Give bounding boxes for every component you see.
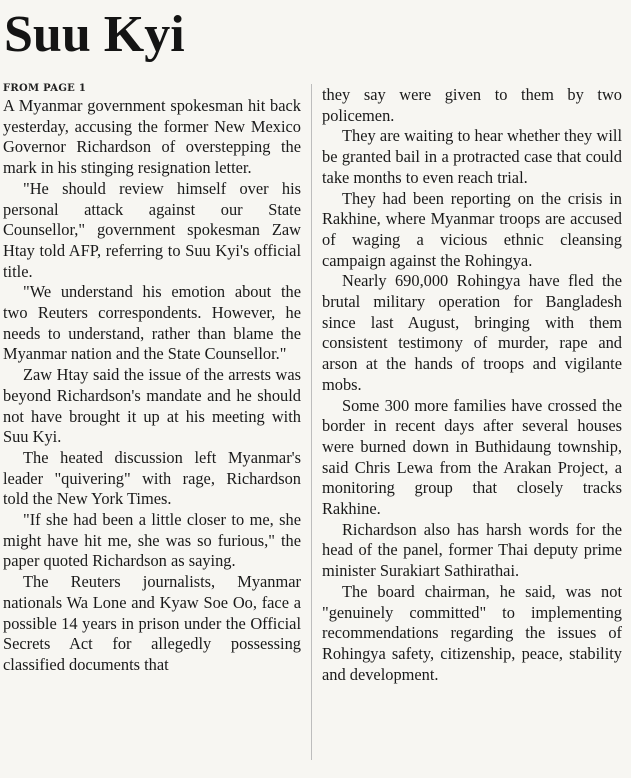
paragraph: Richardson also has harsh words for the head of the panel, former Thai deputy prime minister Surakiart Sathirathai. (322, 519, 622, 581)
paragraph: "We understand his emotion about the two Reuters correspondents. However, he needs to understand, rather than blame the Myanmar nation and the State Counsellor." (3, 282, 301, 364)
paragraph: Some 300 more families have crossed the border in recent days after several houses were burned down in Buthidaung township, said Chris Lewa from the Arakan Project, a monitoring group that closely tracks Rakhine. (322, 395, 622, 519)
paragraph: A Myanmar government spokesman hit back yesterday, accusing the former New Mexico Governor Richardson of overstepping the mark in his stinging resignation letter. (3, 96, 301, 178)
paragraph: The Reuters journalists, Myanmar nationals Wa Lone and Kyaw Soe Oo, face a possible 14 years in prison under the Official Secrets Act for allegedly possessing classified documents that (3, 572, 301, 674)
paragraph: Zaw Htay said the issue of the arrests was beyond Richardson's mandate and he should not have brought it up at his meeting with Suu Kyi. (3, 365, 301, 447)
paragraph: The heated discussion left Myanmar's leader "quivering" with rage, Richardson told the New York Times. (3, 447, 301, 509)
paragraph: they say were given to them by two policemen. (322, 85, 622, 125)
paragraph: The board chairman, he said, was not "genuinely committed" to implementing recommendations regarding the issues of Rohingya safety, citizenship, peace, stability and development. (322, 581, 622, 684)
kicker-from-page: FROM PAGE 1 (3, 83, 87, 94)
column-divider (311, 84, 312, 760)
paragraph: They had been reporting on the crisis in Rakhine, where Myanmar troops are accused of waging a vicious ethnic cleansing campaign against the Rohingya. (322, 188, 622, 270)
paragraph: "He should review himself over his personal attack against our State Counsellor," government spokesman Zaw Htay told AFP, referring to Suu Kyi's official title. (3, 178, 301, 281)
paragraph: They are waiting to hear whether they will be granted bail in a protracted case that could take months to even reach trial. (322, 126, 622, 187)
headline: Suu Kyi (4, 6, 185, 63)
article-column-left (3, 82, 301, 676)
article-column-right (322, 85, 622, 685)
paragraph: Nearly 690,000 Rohingya have fled the brutal military operation for Bangladesh since last August, bringing with them consistent testimony of murder, rape and arson at the hands of troops and vigilante mobs. (322, 271, 622, 394)
paragraph: "If she had been a little closer to me, she might have hit me, she was so furious," the paper quoted Richardson as saying. (3, 510, 301, 571)
